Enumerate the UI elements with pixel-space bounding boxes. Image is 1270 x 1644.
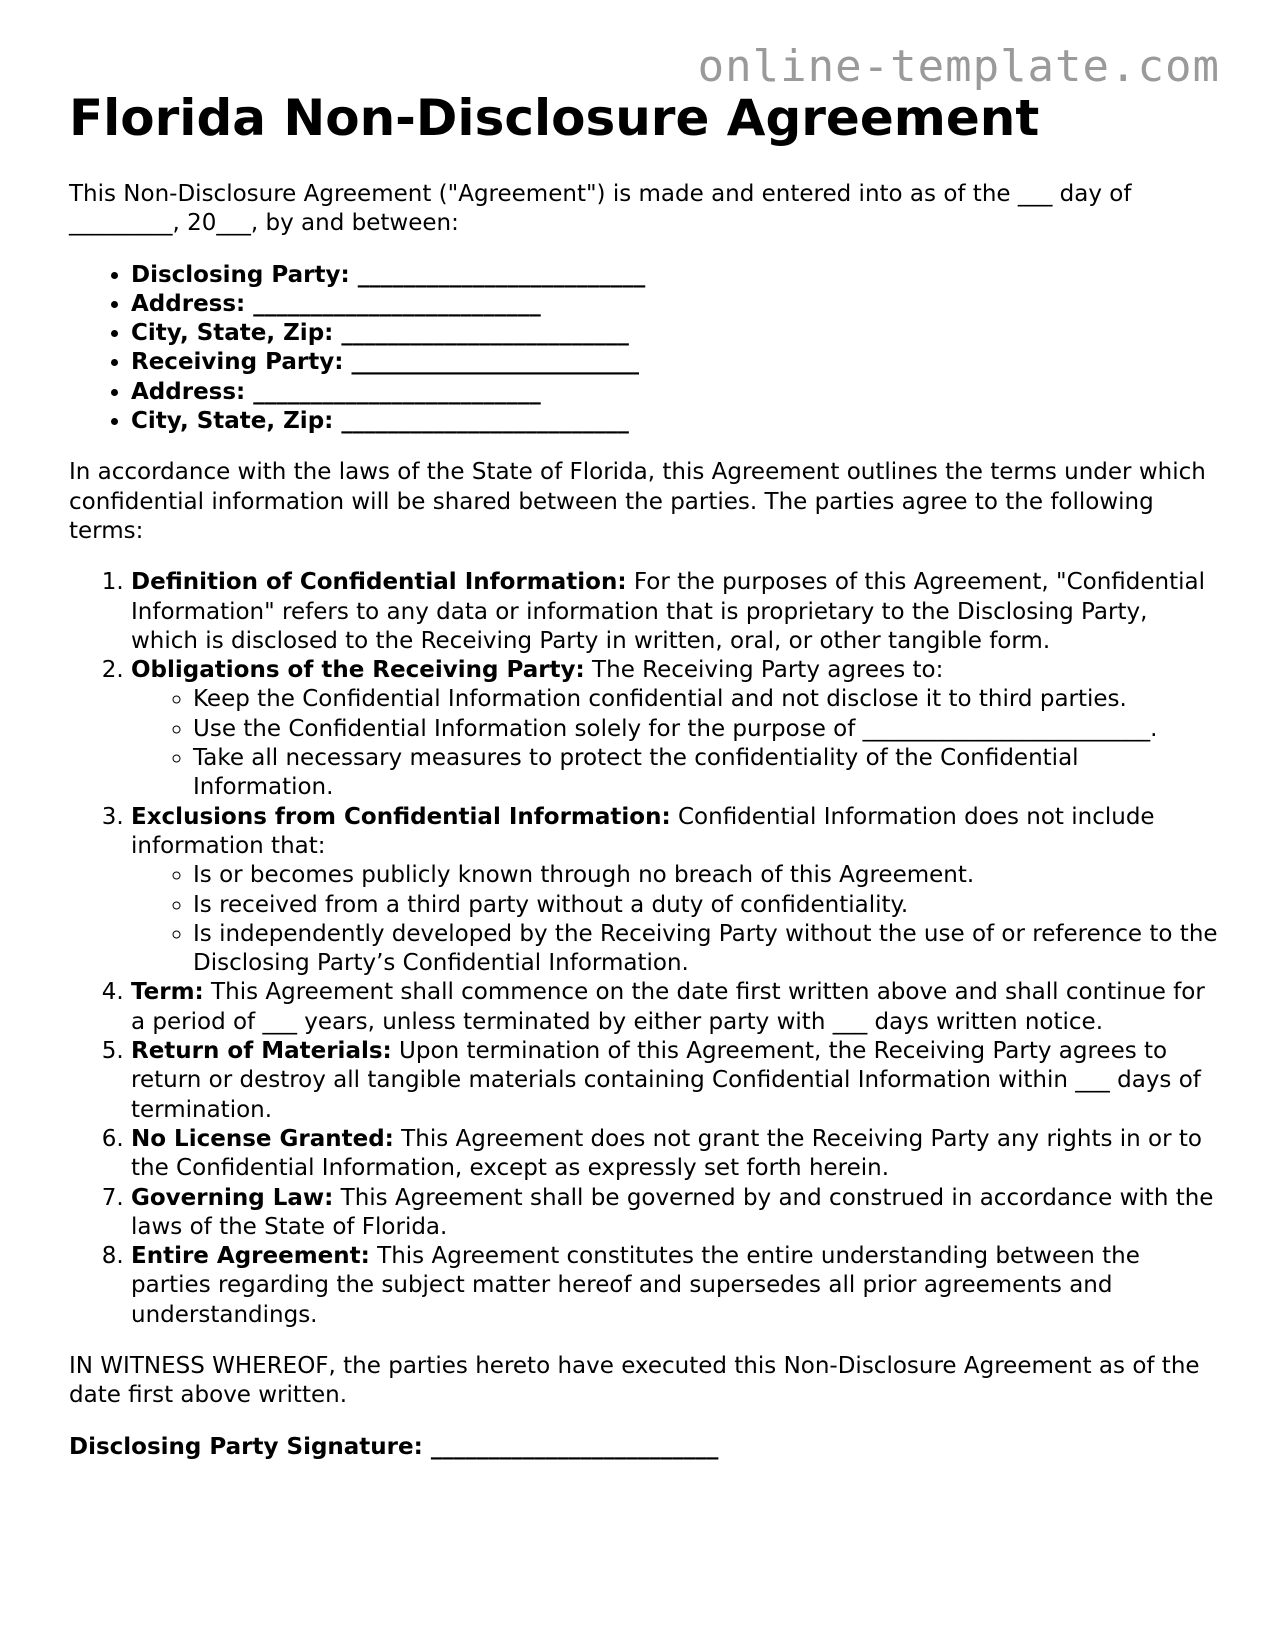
sub-item: ◦ Use the Confidential Information solely for the purpose of _________________________.	[193, 715, 1219, 744]
sub-item: ◦ Is or becomes publicly known through no breach of this Agreement.	[193, 861, 1219, 890]
term-heading: Exclusions from Confidential Information:	[131, 803, 671, 830]
sub-item: ◦ Keep the Confidential Information confidential and not disclose it to third parties.	[193, 685, 1219, 714]
document-title: Florida Non-Disclosure Agreement	[69, 89, 1040, 147]
accordance-paragraph: In accordance with the laws of the State of Florida, this Agreement outlines the terms under which confidential information will be shared between the parties. The parties agree to the following terms:	[69, 459, 1206, 544]
term-text: Upon termination of this Agreement, the Receiving Party agrees to return or destroy all tangible materials containing Confidential Information within ___ days of termination.	[131, 1038, 1201, 1123]
intro-paragraph: This Non-Disclosure Agreement ("Agreement") is made and entered into as of the ___ day of _________, 20___, by and between:	[69, 181, 1132, 237]
term-heading: Definition of Confidential Information:	[131, 569, 627, 596]
party-field-receiving-city: • City, State, Zip: _________________________	[131, 407, 1219, 436]
term-no-license	[131, 1125, 1219, 1184]
term-duration	[131, 978, 1219, 1037]
parties-list	[69, 261, 1219, 437]
sub-item: ◦ Take all necessary measures to protect the confidentiality of the Confidential Information.	[193, 744, 1219, 803]
term-text: Confidential Information does not include information that:	[131, 803, 1155, 859]
term-heading: Obligations of the Receiving Party:	[131, 657, 585, 684]
term-text: For the purposes of this Agreement, "Confidential Information" refers to any data or information that is proprietary to the Disclosing Party, which is disclosed to the Receiving Party in written, oral, or other tangible form.	[131, 569, 1205, 654]
watermark: online-template.com	[697, 41, 1220, 92]
obligations-sublist	[131, 685, 1219, 802]
term-text: This Agreement shall commence on the date first written above and shall continue for a period of ___ years, unless terminated by either party with ___ days written notice.	[131, 979, 1205, 1035]
term-heading: Entire Agreement:	[131, 1243, 370, 1270]
sub-item: ◦ Is independently developed by the Receiving Party without the use of or reference to the Disclosing Party’s Confidential Information.	[193, 920, 1219, 979]
exclusions-sublist	[131, 861, 1219, 978]
term-text: The Receiving Party agrees to:	[584, 657, 944, 684]
party-field-disclosing-city: • City, State, Zip: _________________________	[131, 319, 1219, 348]
document-body	[69, 86, 1219, 1462]
term-obligations	[131, 656, 1219, 802]
terms-list	[69, 568, 1219, 1330]
signature-line: Disclosing Party Signature: _________________________	[69, 1433, 719, 1460]
witness-paragraph: IN WITNESS WHEREOF, the parties hereto have executed this Non-Disclosure Agreement as of the date first above written.	[69, 1352, 1200, 1409]
party-field-disclosing-name: • Disclosing Party: _________________________	[131, 261, 1219, 290]
term-return-materials	[131, 1037, 1219, 1125]
party-field-disclosing-address: • Address: _________________________	[131, 290, 1219, 319]
term-heading: Return of Materials:	[131, 1038, 392, 1065]
party-field-receiving-address: • Address: _________________________	[131, 378, 1219, 407]
sub-item: ◦ Is received from a third party without a duty of confidentiality.	[193, 891, 1219, 920]
term-entire-agreement	[131, 1242, 1219, 1330]
term-exclusions	[131, 803, 1219, 979]
term-text: This Agreement does not grant the Receiving Party any rights in or to the Confidential Information, except as expressly set forth herein.	[131, 1125, 1202, 1182]
party-field-receiving-name: • Receiving Party: _________________________	[131, 348, 1219, 377]
term-definition	[131, 568, 1219, 656]
term-text: This Agreement shall be governed by and construed in accordance with the laws of the State of Florida.	[131, 1184, 1214, 1240]
term-heading: Governing Law:	[131, 1184, 334, 1211]
term-heading: Term:	[131, 979, 204, 1006]
term-governing-law	[131, 1184, 1219, 1243]
term-text: This Agreement constitutes the entire understanding between the parties regarding the subject matter hereof and supersedes all prior agreements and understandings.	[131, 1243, 1140, 1328]
term-heading: No License Granted:	[131, 1125, 394, 1152]
